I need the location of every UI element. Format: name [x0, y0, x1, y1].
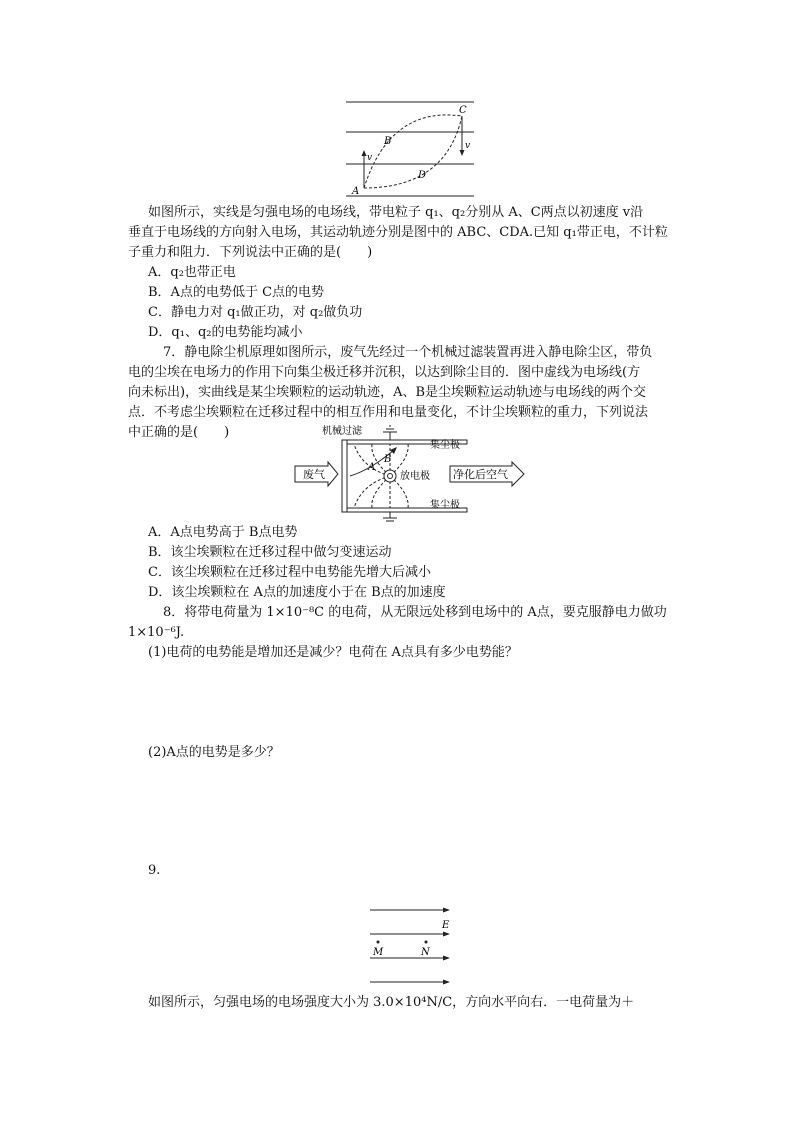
point-m-label: M	[373, 947, 384, 958]
q7-option-b: B．该尘埃颗粒在迁移过程中做匀变速运动	[148, 545, 392, 560]
velocity-left-label: v	[367, 153, 373, 163]
q8-sub-question-1: (1)电荷的电势能是增加还是减少？电荷在 A点具有多少电势能？	[148, 645, 518, 660]
waste-gas-label: 废气	[303, 468, 325, 481]
point-b-label: B	[384, 136, 392, 147]
q9-stem: 如图所示，匀强电场的电场强度大小为 3.0×10⁴N/C，方向水平向右．一电荷量为＋	[148, 995, 635, 1010]
q7-stem-line-5: 中正确的是( )	[128, 425, 230, 440]
q7-stem-line-3: 向未标出)，实曲线是某尘埃颗粒的运动轨迹，A、B是尘埃颗粒运动轨迹与电场线的两个交	[128, 385, 647, 400]
velocity-right-label: v	[465, 141, 471, 151]
q8-stem-line-2: 1×10⁻⁶J.	[128, 625, 185, 640]
q6-option-c: C．静电力对 q₁做正功，对 q₂做负功	[148, 305, 363, 320]
mech-filter-label: 机械过滤	[322, 426, 362, 437]
q6-stem-line-2: 垂直于电场线的方向射入电场，其运动轨迹分别是图中的 ABC、CDA.已知 q₁带正电，不计粒	[128, 225, 668, 240]
point-a-label: A	[368, 462, 376, 473]
q6-stem-line-3: 子重力和阻力．下列说法中正确的是( )	[128, 245, 373, 260]
field-trajectory-figure	[340, 96, 480, 198]
q7-stem-line-4: 点．不考虑尘埃颗粒在迁移过程中的相互作用和电量变化，不计尘埃颗粒的重力，下列说法	[128, 405, 649, 420]
q7-option-a: A．A点电势高于 B点电势	[148, 525, 298, 540]
discharge-label: 放电极	[400, 471, 430, 482]
q7-stem-line-2: 电的尘埃在电场力的作用下向集尘极迁移并沉积，以达到除尘目的．图中虚线为电场线(方	[128, 365, 641, 380]
q7-stem-line-1: 7．静电除尘机原理如图所示，废气先经过一个机械过滤装置再进入静电除尘区，带负	[163, 345, 653, 360]
collector-bottom-label: 集尘极	[430, 500, 460, 511]
precipitator-figure	[290, 422, 530, 522]
q9-number: 9.	[148, 863, 161, 878]
point-n-label: N	[421, 947, 430, 958]
q8-sub-question-2: (2)A点的电势是多少？	[148, 745, 280, 760]
q7-option-d: D．该尘埃颗粒在 A点的加速度小于在 B点的加速度	[148, 585, 446, 600]
point-a-label: A	[352, 186, 360, 197]
point-b-label: B	[384, 454, 392, 465]
q7-option-c: C．该尘埃颗粒在迁移过程中电势能先增大后减小	[148, 565, 431, 580]
q8-stem-line-1: 8．将带电荷量为 1×10⁻⁸C 的电荷，从无限远处移到电场中的 A点，要克服静电力做功	[163, 605, 667, 620]
q6-option-b: B．A点的电势低于 C点的电势	[148, 285, 325, 300]
collector-top-label: 集尘极	[430, 440, 460, 451]
uniform-field-figure	[366, 902, 456, 988]
q6-stem-line-1: 如图所示，实线是匀强电场的电场线，带电粒子 q₁、q₂分别从 A、C两点以初速度 v沿	[148, 205, 644, 220]
point-d-label: D	[418, 170, 427, 181]
clean-air-label: 净化后空气	[453, 468, 508, 481]
q6-option-a: A．q₂也带正电	[148, 265, 236, 280]
q6-option-d: D．q₁、q₂的电势能均减小	[148, 325, 303, 340]
point-c-label: C	[459, 105, 467, 116]
field-e-label: E	[442, 920, 450, 931]
